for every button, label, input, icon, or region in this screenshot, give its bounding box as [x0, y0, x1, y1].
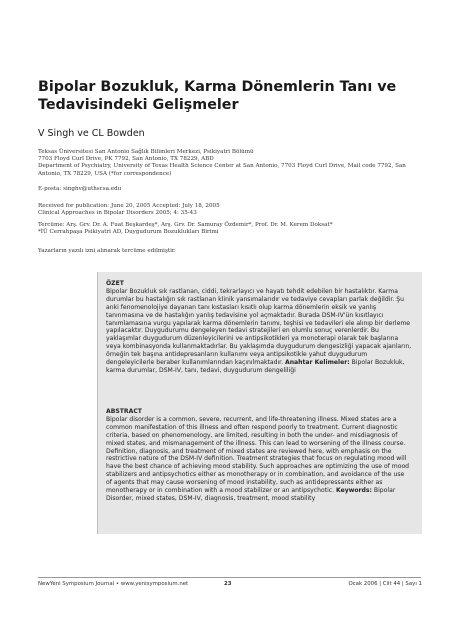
- abstract-turkish: [106, 280, 412, 375]
- translators: Tercüme: Arş. Grv. Dr. A. Fuat Beşkardeş*, Arş. Grv. Dr. Samuray Özdemir*, Prof. Dr. M. Kerem Doksat* *İÜ Cerrahpaşa Psikiyatri AD, Duygudurum Bozuklukları Birimi: [38, 222, 333, 236]
- authors: V Singh ve CL Bowden: [38, 128, 145, 139]
- footer-journal: NewYeni Symposium Journal • www.yenisymposium.net: [38, 581, 189, 587]
- abstract-en-keywords-label: Keywords:: [336, 487, 372, 495]
- abstract-en-keywords: Bipolar Disorder, mixed states, DSM-IV, diagnosis, treatment, mood stability: [106, 487, 396, 502]
- email: E-posta: singhv@uthscsa.edu: [38, 186, 122, 192]
- abstract-tr-heading: ÖZET: [106, 280, 124, 287]
- received-info: Received for publication: June 20, 2005 Accepted: July 18, 2005 Clinical Approaches in Bipolar Disorders 2005; 4: 35-43: [38, 203, 220, 217]
- abstract-tr-keywords: Bipolar Bozukluk, karma durumlar, DSM-IV, tanı, tedavi, duygudurum dengeliliği: [106, 359, 405, 374]
- page-number: 23: [224, 581, 232, 587]
- footer-issue: Ocak 2006 | Cilt 44 | Sayı 1: [348, 581, 422, 587]
- abstract-en-body: Bipolar disorder is a common, severe, recurrent, and life-threatening illness. Mixed states are a common manifestation of this illness and often respond poorly to treatment. Current diagnostic criteria, based on phenomenology, are limited, resulting in both the under- and misdiagnosis of mixed states, and mismanagement of the illness. This can lead to worsening of the illness course. Definition, diagnosis, and treatment of mixed states are reviewed here, with emphasis on the restrictive nature of the DSM-IV definition. Treatment strategies that focus on regulating mood will have the best chance of achieving mood stability. Such approaches are optimizing the use of mood stabilizers and antipsychotics either as monotherapy or in combination, and avoidance of the use of agents that may cause worsening of mood instability, such as antidepressants either as monotherapy or in combination with a mood stabilizer or an antipsychotic.: [106, 415, 410, 495]
- article-title: Bipolar Bozukluk, Karma Dönemlerin Tanı ve Tedavisindeki Gelişmeler: [38, 79, 397, 113]
- abstract-tr-keywords-label: Anahtar Kelimeler:: [284, 359, 350, 367]
- abstract-english: [106, 408, 412, 503]
- affiliation: Teksas Üniversitesi San Antonio Sağlık Bilimleri Merkezi, Psikiyatri Bölümü 7703 Floyd Curl Drive, PK 7792, San Antonio, TX 78229, ABD Department of Psychiatry, University of Texas Health Science Center at San Antonio, 7703 Floyd Curl Drive, Mail code 7792, San Antonio, TX 78229, USA (*for correspondence): [38, 149, 406, 177]
- translation-approval: Yazarların yazılı izni alınarak tercüme edilmiştir.: [38, 248, 176, 254]
- abstract-en-heading: ABSTRACT: [106, 408, 142, 415]
- footer-divider: [38, 577, 421, 578]
- abstract-tr-body: Bipolar Bozukluk sık rastlanan, ciddi, tekrarlayıcı ve hayatı tehdit edebilen bir hastalıktır. Karma durumlar bu hastalığın sık rastlanan klinik yansımalarıdır ve tedaviye cevapları parlak değildir. Şu anki fenomenolojiye dayanan tanı kıstasları kısıtlı olup karma dönemlerin eksik ve yanlış tanınmasına ve de hastalığın yanlış tedavisine yol açmaktadır. Burada DSM-IV'ün kısıtlayıcı tanımlamasına vurgu yapılarak karma dönemlerin tanımı, teşhisi ve tedavileri ele alınıp bir derleme yapılacaktır. Duygudurumu dengeleyen tedavi stratejileri en olumlu sonuç verenlerdir. Bu yaklaşımlar duygudurum düzenleyicilerini ve antipsikotikleri ya monoterapi olarak tek başlarına veya kombinasyonda kullanmaktadırlar. Bu yaklaşımda duygudurum dengesizliği yapacak ajanların, örneğin tek başına antidepresanların kullanımı veya antipsikotikle yahut duygudurum dengeleyicilerle beraber kullanımlarından kaçınılmaktadır.: [106, 287, 412, 367]
